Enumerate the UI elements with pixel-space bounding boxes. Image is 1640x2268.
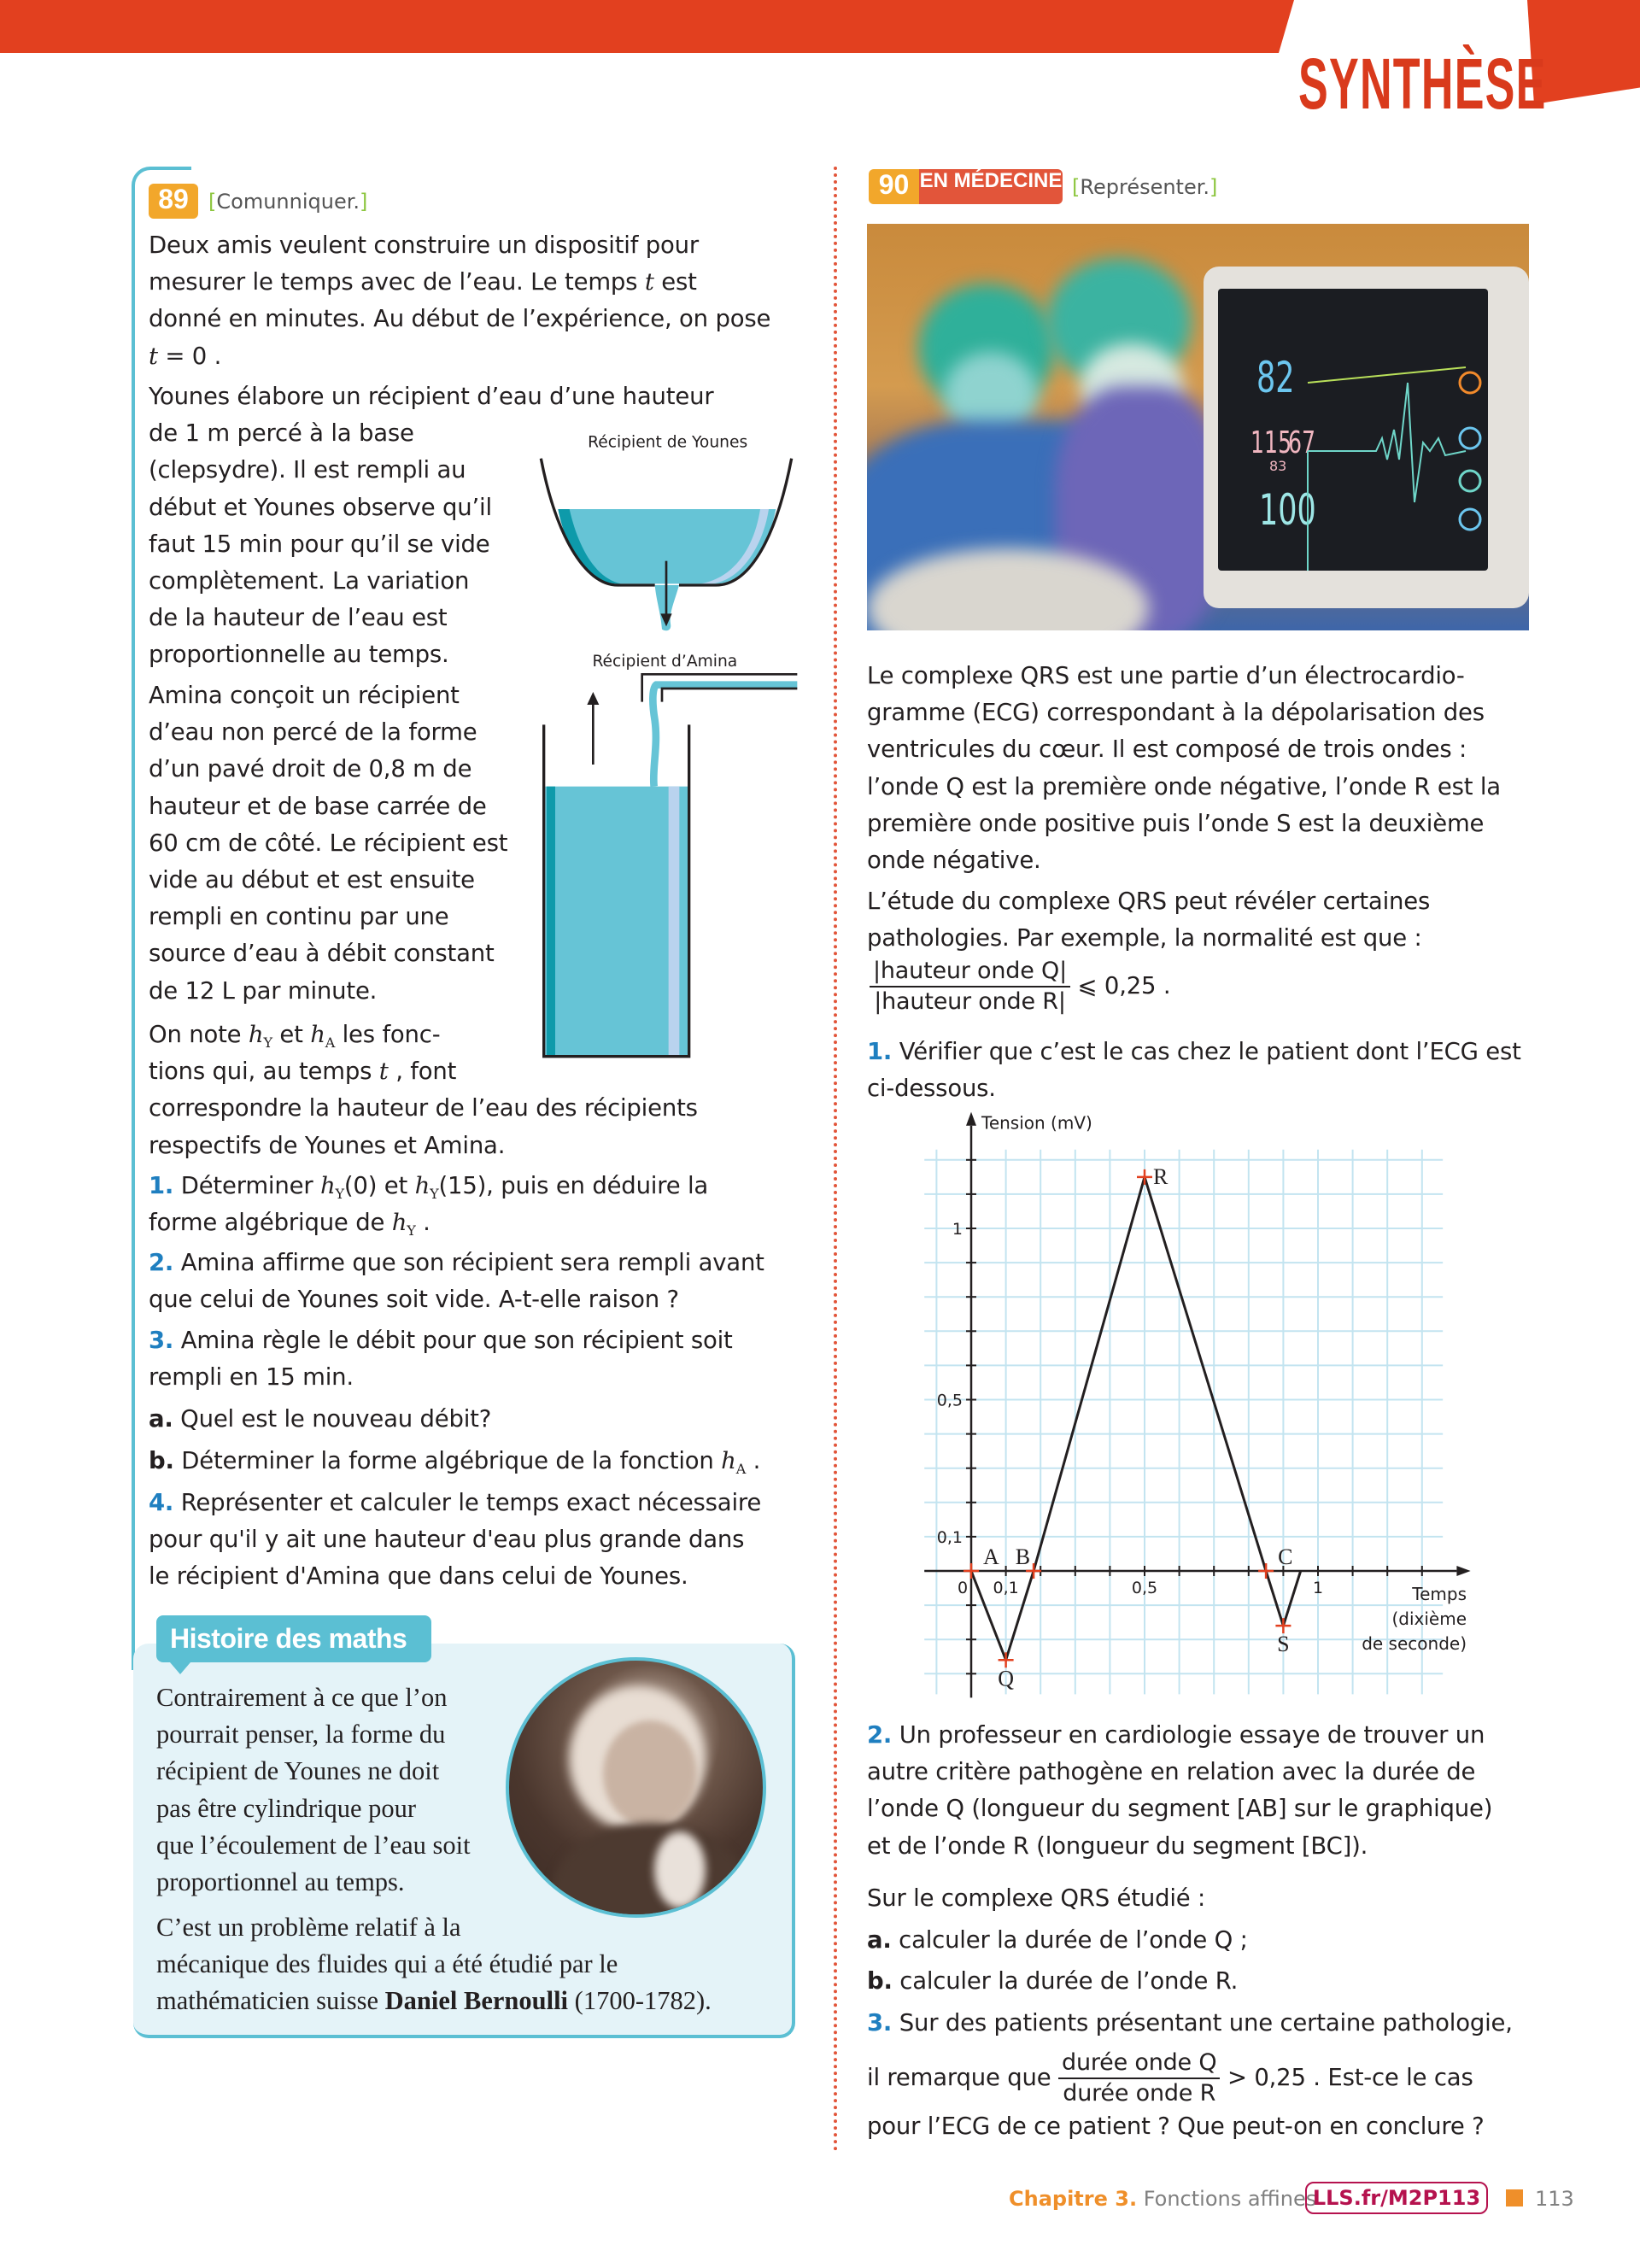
math-subscript: Y: [407, 1222, 416, 1239]
text-line: [149, 1558, 761, 1595]
text-line: [867, 1754, 1492, 1790]
math-subscript: A: [325, 1034, 336, 1051]
question-3: [867, 2005, 1513, 2042]
x-tick-label: 0: [957, 1579, 969, 1597]
text: ventricules du cœur. Il est composé de trois ondes :: [867, 735, 1467, 764]
text-line: [156, 1753, 471, 1790]
text: ci-dessous.: [867, 1075, 996, 1103]
math-subscript: A: [735, 1461, 747, 1477]
normality-paragraph: [867, 883, 1430, 957]
point-marker-A: [964, 1563, 979, 1579]
text: = 0 .: [157, 342, 222, 370]
section-title: SYNTHÈSE: [1298, 44, 1547, 124]
text: forme algébrique de: [149, 1209, 392, 1237]
text: autre critère pathogène en relation avec la durée de: [867, 1758, 1476, 1786]
heart-rate-readout: 82: [1256, 353, 1295, 402]
bold-label: b.: [149, 1447, 174, 1474]
math-subscript: Y: [335, 1186, 344, 1202]
text: (clepsydre). Il est rempli au: [149, 456, 466, 484]
text: pathologies. Par exemple, la normalité est que :: [867, 924, 1422, 952]
text: de 1 m percé à la base: [149, 419, 414, 448]
math-variable: [319, 1172, 344, 1202]
math-variable: [391, 1209, 416, 1239]
text-line: [156, 1983, 712, 2019]
text: pour qu'il y ait une hauteur d'eau plus grande dans: [149, 1526, 745, 1554]
text-line: [149, 1281, 764, 1318]
page-number: 113: [1535, 2187, 1574, 2211]
text: pour l’ECG de ce patient ? Que peut-on en conclure ?: [867, 2113, 1485, 2140]
bold-label: Daniel Bernoulli: [384, 1986, 569, 2016]
question-1: [867, 1034, 1521, 1107]
text-line: [156, 1716, 471, 1753]
y-tick-label: 0,5: [936, 1391, 963, 1410]
exercise-number-badge: 90: [869, 169, 919, 204]
text-line: [149, 1359, 733, 1396]
point-label-S: S: [1277, 1632, 1290, 1657]
question-4: [149, 1485, 761, 1596]
text: donné en minutes. Au début de l’expérience, on pose: [149, 305, 771, 333]
text-line: [867, 842, 1501, 879]
text: Déterminer: [173, 1172, 320, 1199]
text: le récipient d'Amina que dans celui de Younes.: [149, 1562, 688, 1591]
text: est: [653, 268, 697, 296]
bernoulli-portrait: [506, 1657, 766, 1918]
text-line: [149, 1168, 708, 1204]
x-axis-arrow-icon: [1456, 1566, 1470, 1576]
text: calculer la durée de l’onde Q ;: [891, 1926, 1248, 1954]
math-symbol: h: [248, 1021, 264, 1048]
text: et: [272, 1021, 311, 1048]
math-symbol: h: [319, 1172, 336, 1199]
systolic-readout: 115: [1250, 425, 1292, 460]
text-line: [867, 2108, 1485, 2145]
online-link[interactable]: LLS.fr/M2P113: [1305, 2182, 1488, 2214]
math-variable: [310, 1021, 336, 1051]
text: et de l’onde R (longueur du segment [BC]).: [867, 1831, 1368, 1860]
x-tick-label: 1: [1312, 1579, 1324, 1597]
point-marker-R: [1137, 1169, 1152, 1185]
ecg-monitor-photo: [867, 224, 1529, 630]
math-variable: [645, 268, 654, 296]
text: C’est un problème relatif à la: [156, 1913, 461, 1942]
math-variable: [149, 343, 158, 370]
spo2-readout: 100: [1259, 485, 1316, 535]
math-variable: [248, 1021, 272, 1051]
text-line: [149, 973, 507, 1010]
question-3-end: [867, 2108, 1485, 2145]
point-marker-C: [1258, 1563, 1274, 1579]
monitor-screen: [1218, 289, 1488, 571]
fraction-denominator: durée onde R: [1063, 2080, 1216, 2107]
question-number: 2.: [867, 1721, 893, 1749]
text: (0) et: [343, 1172, 415, 1199]
text: On note: [149, 1021, 249, 1048]
math-subscript: Y: [263, 1034, 272, 1051]
math-variable: [721, 1447, 747, 1477]
question-3b: [149, 1443, 760, 1480]
text-line: [149, 1128, 698, 1164]
text-line: [156, 1864, 471, 1901]
text-line: [149, 227, 770, 264]
question-number: 4.: [149, 1489, 174, 1516]
text-line: [867, 1828, 1492, 1865]
skill-tag: [Comunniquer.]: [208, 190, 368, 214]
text: Vérifier que c’est le cas chez le patient dont l’ECG est: [892, 1038, 1521, 1065]
math-symbol: h: [414, 1172, 430, 1199]
text-line: [149, 788, 507, 825]
skill-label: Comunniquer.: [216, 190, 360, 214]
text: Quel est le nouveau débit?: [173, 1405, 492, 1433]
point-label-R: R: [1153, 1163, 1168, 1189]
bold-label: a.: [149, 1405, 173, 1433]
text: mécanique des fluides qui a été étudié par le: [156, 1949, 618, 1979]
text: Sur des patients présentant une certaine pathologie,: [892, 2009, 1513, 2037]
text: de la hauteur de l’eau est: [149, 604, 448, 632]
y-axis-label: Tension (mV): [981, 1112, 1092, 1134]
criterion-2-fraction: [1058, 2048, 1220, 2108]
x-tick-label: 0,5: [1131, 1579, 1158, 1597]
x-axis-label: Temps: [1412, 1584, 1467, 1604]
chapter-number: Chapitre 3.: [1009, 2187, 1138, 2211]
mean-pressure-readout: 83: [1269, 458, 1287, 474]
math-subscript: Y: [430, 1186, 439, 1202]
diastolic-readout: 67: [1288, 425, 1316, 460]
text: l’onde Q (longueur du segment [AB] sur le graphique): [867, 1795, 1493, 1823]
text: Amina conçoit un récipient: [149, 682, 460, 709]
text-line: [149, 1245, 764, 1281]
question-1: [149, 1168, 708, 1241]
text: Deux amis veulent construire un dispositif pour: [149, 231, 699, 259]
text-line: [149, 1521, 761, 1558]
header-bar: [0, 0, 1279, 53]
text: gramme (ECG) correspondant à la dépolarisation des: [867, 699, 1485, 727]
ecg-trace: [1218, 289, 1488, 571]
text-line: [867, 883, 1430, 920]
text: (1700-1782).: [568, 1986, 712, 2016]
question-number: 3.: [149, 1327, 174, 1354]
text-line: [149, 1485, 761, 1521]
text-line: [149, 862, 507, 899]
point-label-Q: Q: [998, 1666, 1014, 1691]
text: onde négative.: [867, 846, 1041, 874]
question-2b: [867, 1963, 1238, 2000]
x-axis-label: (dixième: [1391, 1609, 1467, 1629]
history-paragraph-1: [156, 1679, 471, 1901]
text: Un professeur en cardiologie essaye de trouver un: [892, 1721, 1485, 1749]
text: proportionnel au temps.: [156, 1867, 405, 1896]
criterion-2-tail: > 0,25 . Est-ce le cas: [1227, 2064, 1473, 2091]
text-line: [149, 301, 770, 337]
text-line: [867, 694, 1501, 731]
containers-diagram: [512, 419, 811, 1059]
fraction-denominator: |hauteur onde R|: [874, 988, 1066, 1015]
text-line: [149, 825, 507, 862]
text: calculer la durée de l’onde R.: [892, 1967, 1239, 1995]
text-line: [867, 920, 1430, 957]
criterion-1: [870, 957, 1170, 1017]
text-line: [149, 751, 507, 788]
text: les fonc-: [335, 1021, 441, 1048]
math-symbol: t: [644, 268, 654, 296]
text-line: [867, 2005, 1513, 2042]
text-line: [149, 378, 713, 415]
text-line: [149, 1322, 733, 1359]
fraction-numerator: durée onde Q: [1058, 2048, 1220, 2079]
text-line: [867, 806, 1501, 842]
question-3: [149, 1322, 733, 1396]
text: 60 cm de côté. Le récipient est: [149, 829, 508, 857]
younes-container: [541, 459, 791, 631]
text: Amina règle le débit pour que son récipient soit: [173, 1327, 733, 1354]
text: Déterminer la forme algébrique de la fonction: [173, 1447, 722, 1474]
text: Contrairement à ce que l’on: [156, 1683, 448, 1712]
page-marker-square: [1506, 2189, 1523, 2206]
text: correspondre la hauteur de l’eau des récipients: [149, 1094, 698, 1122]
x-tick-label: 0,1: [993, 1579, 1019, 1597]
text: Sur le complexe QRS étudié :: [867, 1884, 1206, 1912]
amina-paragraph: [149, 677, 507, 1010]
text-line: [156, 1946, 712, 1983]
text-line: [867, 1922, 1248, 1959]
text-line: [149, 338, 770, 375]
point-label-B: B: [1015, 1544, 1031, 1569]
text: .: [746, 1447, 761, 1474]
text: Représenter et calculer le temps exact nécessaire: [173, 1489, 762, 1516]
y-tick-label: 0,1: [936, 1527, 963, 1547]
math-variable: [414, 1172, 439, 1202]
x-axis-label: de seconde): [1362, 1633, 1467, 1654]
text-line: [149, 1401, 491, 1438]
younes-container-label: Récipient de Younes: [588, 433, 748, 452]
text-line: [149, 1090, 698, 1127]
text: vide au début et est ensuite: [149, 865, 475, 894]
amina-container-label: Récipient d’Amina: [592, 653, 738, 671]
bold-label: b.: [867, 1967, 893, 1995]
text-line: [149, 1204, 708, 1241]
fraction-numerator: |hauteur onde Q|: [870, 957, 1070, 987]
text: hauteur et de base carrée de: [149, 792, 487, 820]
text: d’eau non percé de la forme: [149, 718, 477, 747]
text-line: [149, 264, 770, 301]
question-number: 1.: [149, 1172, 174, 1199]
history-tab: Histoire des maths: [156, 1615, 431, 1662]
question-2: [867, 1717, 1492, 1865]
text: tions qui, au temps: [149, 1058, 379, 1086]
text: mathématicien suisse: [156, 1986, 385, 2016]
text: l’onde Q est la première onde négative, l’onde R est la: [867, 772, 1501, 800]
skill-tag: [Représenter.]: [1072, 175, 1218, 199]
criterion-2-lead: il remarque que: [867, 2064, 1051, 2091]
text: récipient de Younes ne doit: [156, 1756, 440, 1786]
text: de 12 L par minute.: [149, 976, 378, 1005]
math-symbol: h: [391, 1209, 407, 1237]
text: .: [415, 1209, 430, 1237]
amina-container: [544, 674, 798, 1056]
skill-label: Représenter.: [1080, 175, 1210, 199]
text: respectifs de Younes et Amina.: [149, 1131, 506, 1159]
theme-badge: EN MÉDECINE: [919, 169, 1063, 204]
chapter-title: Fonctions affines: [1143, 2187, 1317, 2211]
text: complètement. La variation: [149, 566, 470, 595]
question-3a: [149, 1401, 491, 1438]
text: que celui de Younes soit vide. A-t-elle raison ?: [149, 1286, 679, 1314]
math-variable: [379, 1058, 389, 1085]
text: , font: [388, 1058, 457, 1086]
exercise-number-badge: 89: [149, 184, 198, 219]
text: Amina affirme que son récipient sera rempli avant: [173, 1249, 764, 1276]
point-label-C: C: [1278, 1544, 1293, 1569]
study-paragraph: [867, 1880, 1205, 1917]
text: pourrait penser, la forme du: [156, 1720, 446, 1749]
math-symbol: t: [149, 342, 158, 370]
text-line: [149, 677, 507, 714]
criterion-2: [867, 2048, 1473, 2108]
text-line: [156, 1827, 471, 1864]
text: mesurer le temps avec de l’eau. Le temps: [149, 268, 645, 296]
text-line: [867, 731, 1501, 768]
text-line: [867, 658, 1501, 694]
text-line: [149, 899, 507, 935]
text: début et Younes observe qu’il: [149, 493, 492, 521]
text: d’un pavé droit de 0,8 m de: [149, 755, 472, 783]
history-paragraph-2: [156, 1909, 712, 2020]
text-line: [149, 714, 507, 751]
exercise-89-intro: [149, 227, 770, 375]
y-tick-label: 1: [952, 1220, 963, 1239]
text-line: [867, 769, 1501, 806]
text: pas être cylindrique pour: [156, 1793, 417, 1823]
math-symbol: h: [310, 1021, 325, 1048]
text-line: [156, 1790, 471, 1827]
criterion-1-fraction: [870, 957, 1070, 1017]
footer: [1009, 2183, 1316, 2214]
text-line: [867, 1963, 1238, 2000]
question-number: 1.: [867, 1038, 893, 1065]
y-axis-arrow-icon: [966, 1112, 976, 1126]
text: première onde positive puis l’onde S est la deuxième: [867, 809, 1485, 837]
text-line: [149, 1443, 760, 1480]
text: rempli en 15 min.: [149, 1363, 354, 1392]
text: faut 15 min pour qu’il se vide: [149, 530, 490, 558]
text: source d’eau à débit constant: [149, 940, 495, 968]
text-line: [149, 935, 507, 972]
ecg-chart: [888, 1111, 1503, 1708]
text: Younes élabore un récipient d’eau d’une hauteur: [149, 383, 714, 410]
question-number: 3.: [867, 2009, 893, 2037]
text-line: [867, 1034, 1521, 1070]
bold-label: a.: [867, 1926, 892, 1954]
question-2: [149, 1245, 764, 1318]
text-line: [867, 1880, 1205, 1917]
text: Le complexe QRS est une partie d’un électrocardio-: [867, 662, 1465, 689]
text: proportionnelle au temps.: [149, 641, 449, 669]
column-separator: [834, 167, 837, 2153]
math-symbol: t: [378, 1058, 389, 1086]
text: (15), puis en déduire la: [438, 1172, 709, 1199]
text: que l’écoulement de l’eau soit: [156, 1830, 471, 1860]
text-line: [156, 1679, 471, 1716]
text: L’étude du complexe QRS peut révéler certaines: [867, 888, 1431, 915]
question-number: 2.: [149, 1249, 174, 1276]
question-2a: [867, 1922, 1248, 1959]
ecg-intro-paragraph: [867, 658, 1501, 879]
math-symbol: h: [721, 1447, 736, 1474]
text-line: [867, 1070, 1521, 1107]
point-label-A: A: [983, 1544, 999, 1569]
text-line: [867, 1790, 1492, 1827]
criterion-1-relation: ⩽ 0,25 .: [1077, 972, 1171, 999]
text-line: [867, 1717, 1492, 1754]
text: rempli en continu par une: [149, 903, 449, 931]
